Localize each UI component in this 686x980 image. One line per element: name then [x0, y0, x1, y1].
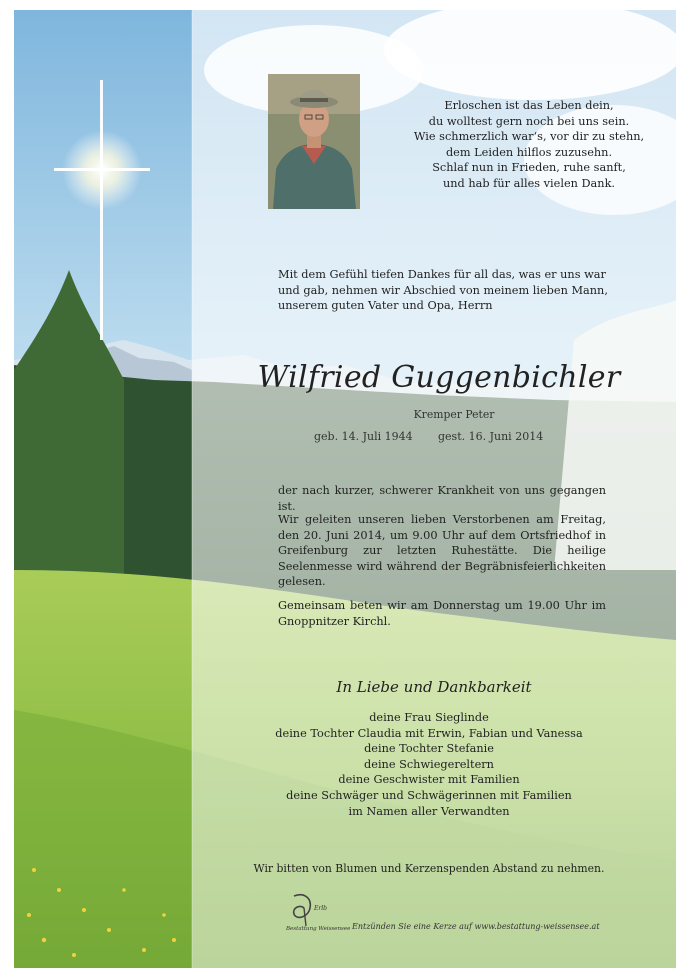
mourner-item: deine Tochter Claudia mit Erwin, Fabian und Vanessa: [275, 726, 583, 740]
portrait-photo: [268, 74, 360, 209]
poem-line: Erloschen ist das Leben dein,: [444, 99, 614, 112]
death-date: gest. 16. Juni 2014: [438, 430, 544, 443]
memorial-poem: [404, 98, 654, 192]
logo-mark: Erlb: [314, 905, 328, 912]
obituary-page: [14, 10, 676, 968]
funeral-home-logo: [284, 890, 354, 934]
mourner-item: deine Frau Sieglinde: [369, 711, 489, 724]
poem-line: du wolltest gern noch bei uns sein.: [428, 114, 630, 128]
mourner-item: deine Geschwister mit Familien: [338, 773, 520, 787]
funeral-details: Wir geleiten unseren lieben Verstorbenen am Freitag, den 20. Juni 2014, um 9.00 Uhr auf dem Ortsfriedhof in Greifenburg zur letzten Ruhestätte. Die heilige Seelenmesse wird während der Begräbnisfeierlichkeiten gelesen.: [278, 513, 606, 589]
mourner-item: deine Tochter Stefanie: [364, 742, 494, 756]
prayer-details: Gemeinsam beten wir am Donnerstag um 19.00 Uhr im Gnoppnitzer Kirchl.: [278, 599, 606, 628]
mourners-heading: In Liebe und Dankbarkeit: [336, 678, 532, 696]
logo-name: Bestattung Weissensee: [286, 926, 351, 932]
deceased-name: Wilfried Guggenbichler: [257, 360, 621, 395]
birth-date: geb. 14. Juli 1944: [314, 430, 413, 443]
flower-request: Wir bitten von Blumen und Kerzenspenden Abstand zu nehmen.: [253, 862, 605, 875]
poem-line: und hab für alles vielen Dank.: [442, 176, 616, 190]
passing-text: der nach kurzer, schwerer Krankheit von uns gegangen ist.: [278, 484, 606, 513]
poem-line: Schlaf nun in Frieden, ruhe sanft,: [432, 161, 626, 175]
candle-link[interactable]: Entzünden Sie eine Kerze auf www.bestattung-weissensee.at: [352, 922, 600, 931]
mourner-item: deine Schwäger und Schwägerinnen mit Familien: [286, 788, 572, 802]
intro-text: Mit dem Gefühl tiefen Dankes für all das, was er uns war und gab, nehmen wir Abschied von meinem lieben Mann, unserem guten Vater und Opa, Herrn: [278, 268, 608, 313]
poem-line: dem Leiden hilflos zuzusehn.: [445, 145, 613, 159]
deceased-nickname: Kremper Peter: [413, 408, 495, 421]
poem-line: Wie schmerzlich war‘s, vor dir zu stehn,: [413, 130, 645, 144]
mourner-item: deine Schwiegereltern: [364, 757, 494, 771]
mourners-list: [244, 710, 614, 819]
mourner-item: im Namen aller Verwandten: [348, 804, 510, 818]
